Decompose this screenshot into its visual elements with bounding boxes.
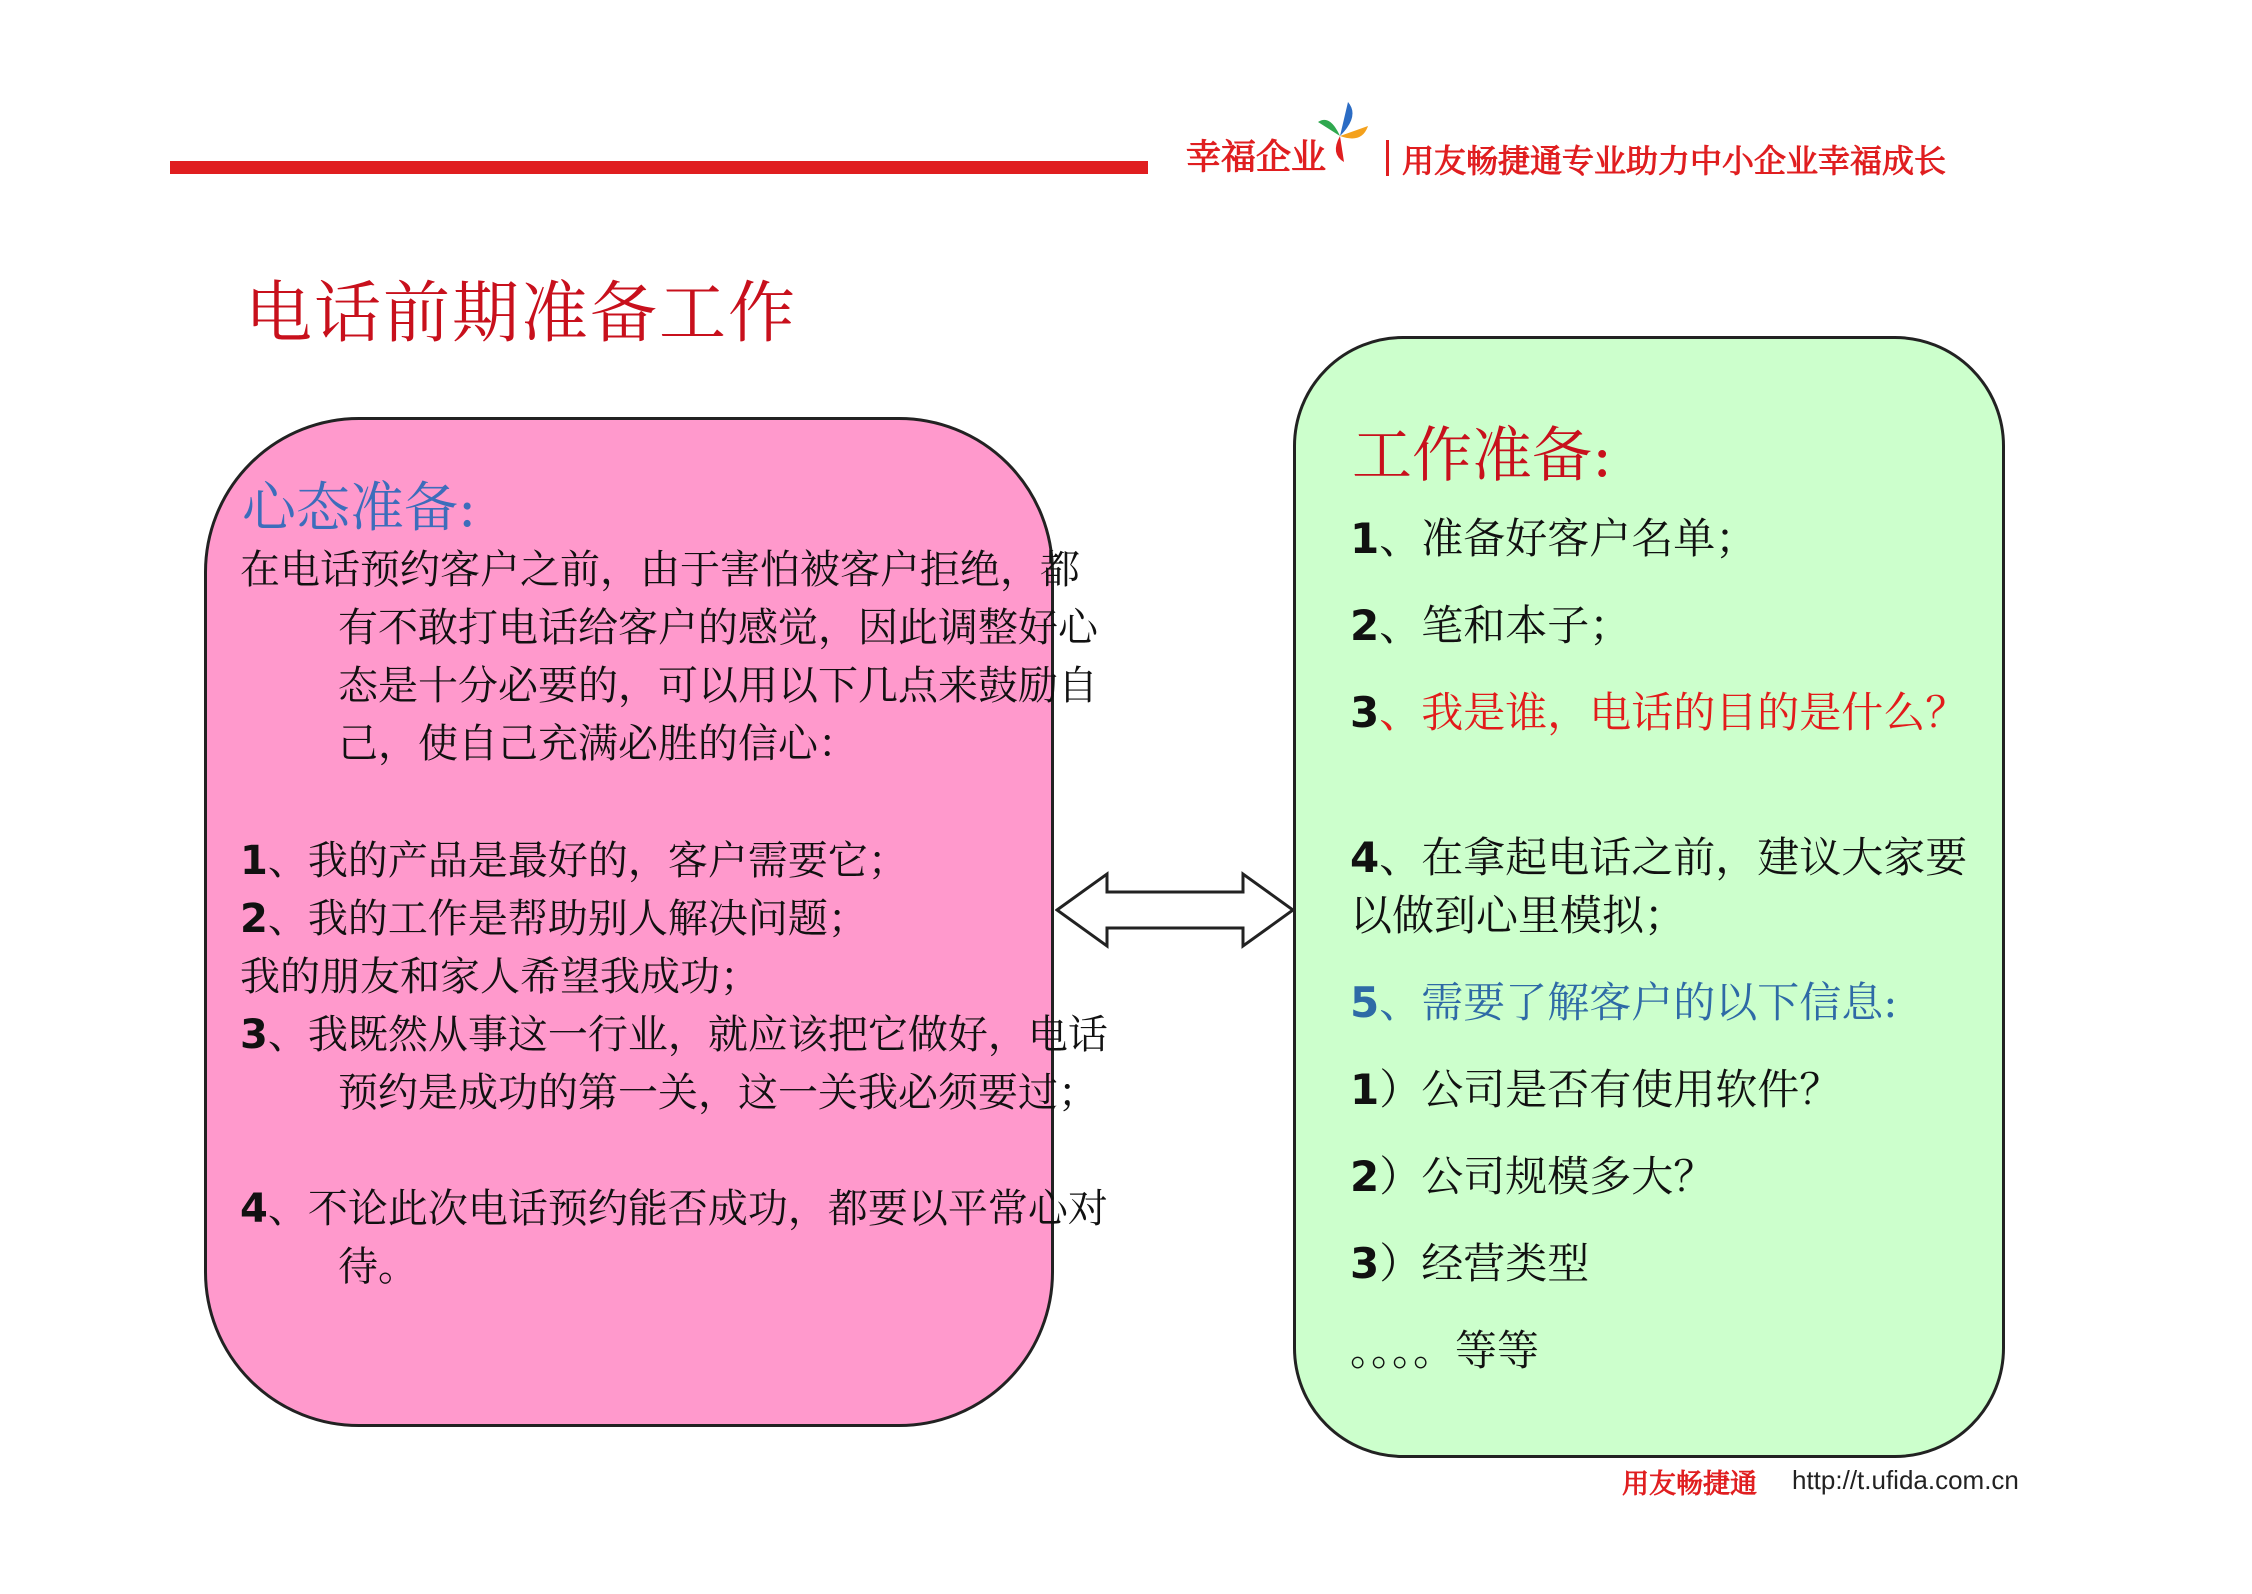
header-separator: [1386, 140, 1389, 176]
page-title: 电话前期准备工作: [245, 274, 797, 352]
mindset-item-2: 2、我的工作是帮助别人解决问题；: [240, 896, 868, 942]
pinwheel-logo-icon: [1310, 96, 1372, 164]
work-item-1: 1、准备好客户名单；: [1350, 514, 1758, 563]
footer-url: http://t.ufida.com.cn: [1792, 1465, 2019, 1495]
mindset-heading: 心态准备:: [242, 476, 477, 539]
info-item-3: 3）经营类型: [1350, 1239, 1590, 1288]
work-item-4: 4、在拿起电话之前，建议大家要以做到心里模拟；: [1350, 833, 1968, 940]
mindset-item-4: 4、不论此次电话预约能否成功，都要以平常心对待。: [240, 1186, 1108, 1290]
info-item-etc: 。。。。等等: [1350, 1326, 1540, 1375]
work-item-3: 3、我是谁，电话的目的是什么？: [1350, 688, 1968, 737]
mindset-item-1: 1、我的产品是最好的，客户需要它；: [240, 838, 908, 884]
work-item-2: 2、笔和本子；: [1350, 601, 1632, 650]
mindset-intro: 在电话预约客户之前，由于害怕被客户拒绝，都有不敢打电话给客户的感觉，因此调整好心态是十分必要的，可以用以下几点来鼓励自己，使自己充满必胜的信心：: [240, 547, 1098, 767]
brand-name: 幸福企业: [1186, 138, 1327, 178]
header-tagline: 用友畅捷通专业助力中小企业幸福成长: [1402, 142, 1947, 180]
mindset-item-2b: 我的朋友和家人希望我成功；: [240, 954, 760, 1000]
double-arrow-icon: [1055, 870, 1295, 950]
mindset-item-3: 3、我既然从事这一行业，就应该把它做好，电话预约是成功的第一关，这一关我必须要过；: [240, 1012, 1108, 1116]
footer-brand: 用友畅捷通: [1622, 1469, 1757, 1500]
info-item-2: 2）公司规模多大？: [1350, 1152, 1716, 1201]
work-prep-heading: 工作准备:: [1352, 421, 1613, 491]
work-item-5: 5、需要了解客户的以下信息:: [1350, 978, 1898, 1027]
header-red-bar: [170, 161, 1148, 174]
info-item-1: 1）公司是否有使用软件？: [1350, 1065, 1842, 1114]
